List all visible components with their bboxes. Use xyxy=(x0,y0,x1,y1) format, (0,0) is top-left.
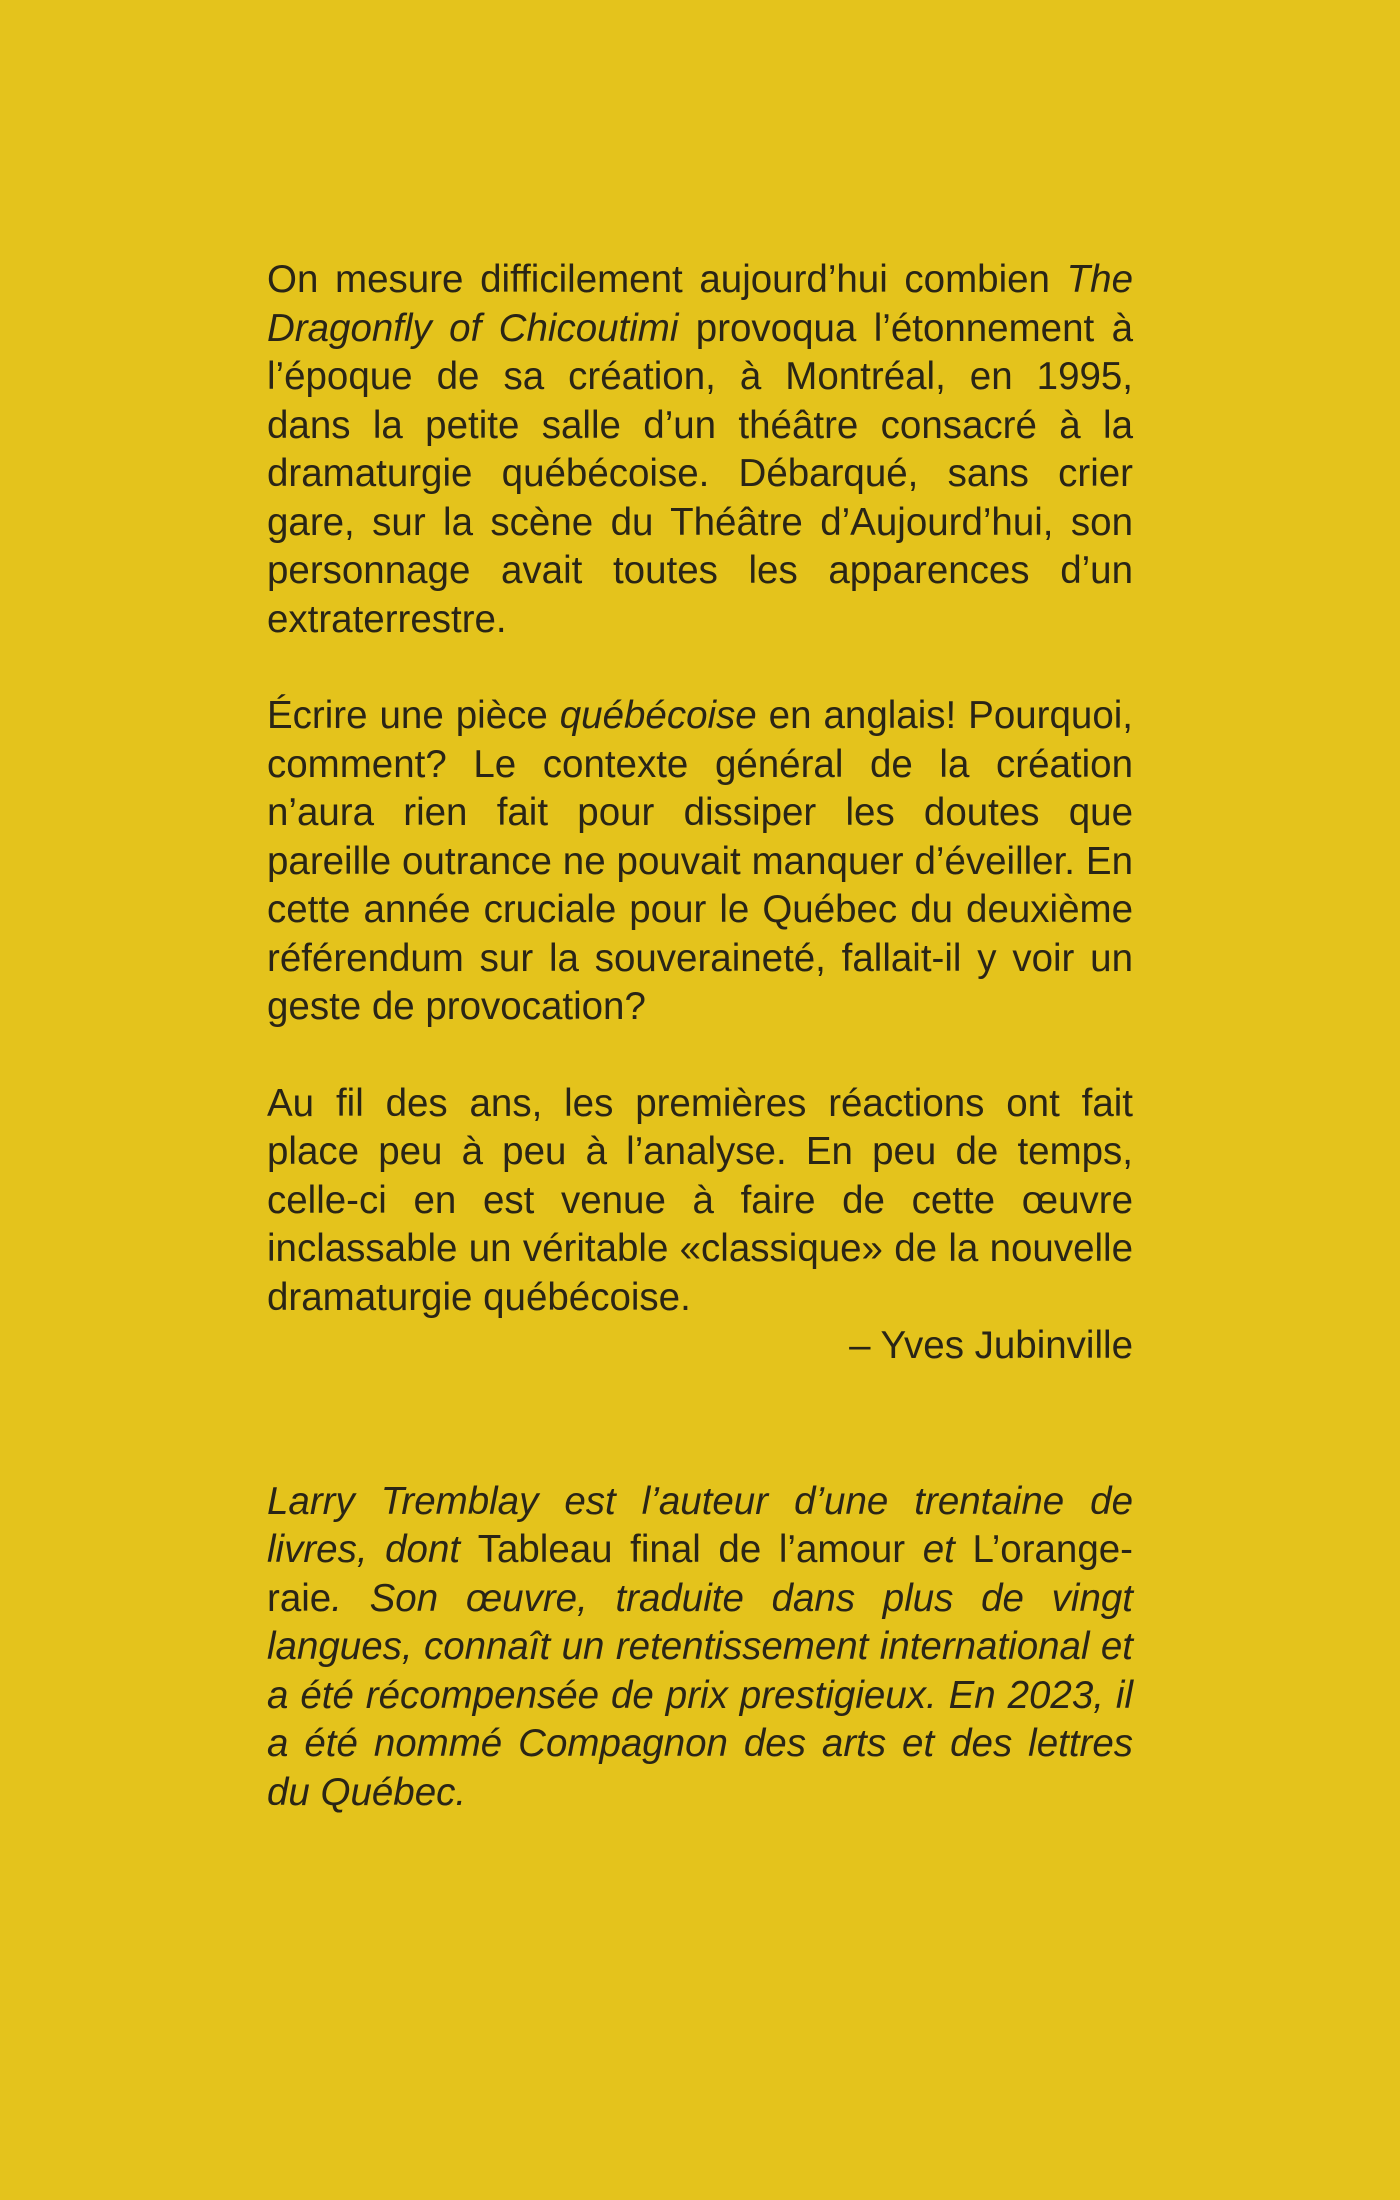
play-title: The Dragonfly of Chicoutimi xyxy=(267,258,1133,350)
bio-intro: Larry Tremblay est l’auteur d’une trentaine de livres, dont xyxy=(267,1479,1133,1571)
blurb-p2-emphasis: québécoise xyxy=(559,694,757,737)
bio-rest: . Son œuvre, traduite dans plus de vingt langues, connaît un retentissement international et a été récompensée de prix prestigieux. En 2023, il a été nommé Compagnon des arts et des lettres du Québec. xyxy=(267,1576,1133,1814)
blurb-p1-after: provoqua l’étonnement à l’époque de sa création, à Montréal, en 1995, dans la petite salle d’un théâtre consacré à la dramaturgie québécoise. Débarqué, sans crier gare, sur la scène du Théâtre d’Aujourd’hui, son personnage avait toutes les apparences d’un extraterrestre. xyxy=(267,306,1133,641)
bio-book-title-1: Tableau final de l’amour xyxy=(477,1528,906,1571)
blurb-p2-after: en anglais! Pourquoi, comment? Le contexte général de la création n’aura rien fait pour dissiper les doutes que pareille outrance ne pouvait manquer d’éveiller. En cette année cruciale pour le Québec du deuxième référendum sur la souveraineté, fallait-il y voir un geste de provocation? xyxy=(267,694,1133,1028)
blurb-signature: – Yves Jubinville xyxy=(849,1324,1133,1367)
blurb-paragraph-2 xyxy=(267,692,1133,1032)
back-cover-text xyxy=(267,256,1133,1817)
blurb-p1-before: On mesure difficilement aujourd’hui combien xyxy=(267,258,1067,301)
author-bio xyxy=(267,1478,1133,1818)
blurb-paragraph-1 xyxy=(267,256,1133,644)
bio-book-title-2: L’orangeraie xyxy=(267,1528,1133,1620)
blurb-paragraph-3: Au fil des ans, les premières réactions ont fait place peu à peu à l’analyse. En peu de temps, celle-ci en est venue à faire de cette œuvre inclassable un véritable «classique» de la nouvelle dramaturgie québécoise. xyxy=(267,1081,1133,1319)
blurb-p2-before: Écrire une pièce xyxy=(267,694,560,737)
bio-conjunction: et xyxy=(905,1528,973,1571)
